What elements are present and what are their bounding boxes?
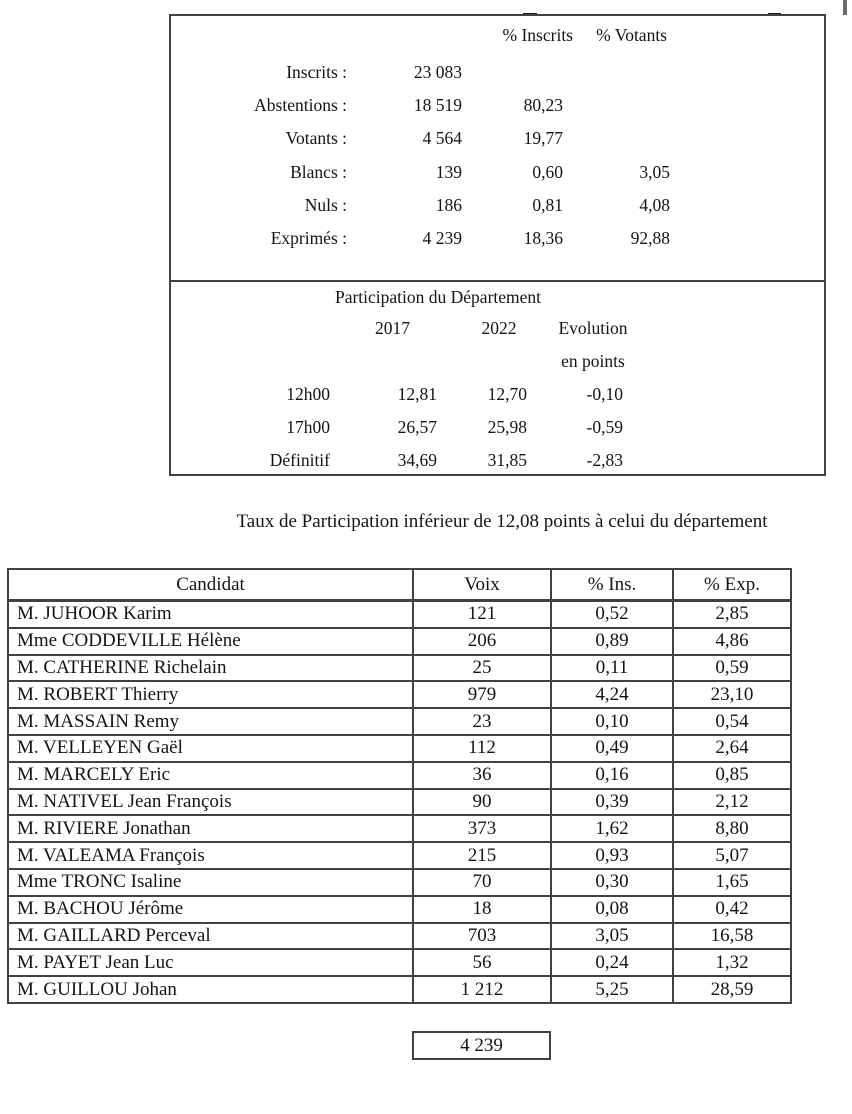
candidate-voix: 90: [413, 789, 551, 816]
summary-row: [171, 195, 824, 215]
participation-evolution: -0,10: [586, 384, 623, 404]
candidate-pct-exp: 2,64: [673, 735, 791, 762]
table-row: [8, 949, 791, 976]
candidate-pct-ins: 0,24: [551, 949, 673, 976]
participation-row: [171, 384, 824, 404]
candidate-voix: 215: [413, 842, 551, 869]
table-row: [8, 762, 791, 789]
summary-value: 4 564: [422, 128, 462, 148]
candidate-pct-ins: 0,11: [551, 655, 673, 682]
candidate-voix: 112: [413, 735, 551, 762]
summary-pct-inscrits: 80,23: [523, 95, 563, 115]
candidate-voix: 979: [413, 681, 551, 708]
summary-row: [171, 95, 824, 115]
candidate-voix: 18: [413, 896, 551, 923]
summary-pct-votants: [573, 62, 672, 82]
table-row: [8, 789, 791, 816]
participation-header-2022: 2022: [481, 318, 517, 338]
summary-pct-votants: 92,88: [630, 228, 670, 248]
candidate-name: M. NATIVEL Jean François: [8, 789, 413, 816]
summary-pct-votants: [573, 95, 672, 115]
candidate-pct-exp: 8,80: [673, 815, 791, 842]
results-header-pct-exp: % Exp.: [673, 569, 791, 601]
summary-header-pct-votants: % Votants: [596, 25, 667, 45]
participation-title: Participation du Département: [334, 287, 542, 307]
summary-label: Blancs :: [290, 162, 347, 182]
summary-value: 186: [435, 195, 462, 215]
table-row: [8, 976, 791, 1003]
summary-label: Inscrits :: [286, 62, 347, 82]
candidate-name: M. MASSAIN Remy: [8, 708, 413, 735]
summary-pct-inscrits: 19,77: [523, 128, 563, 148]
table-row: [8, 815, 791, 842]
candidate-name: M. RIVIERE Jonathan: [8, 815, 413, 842]
candidate-voix: 56: [413, 949, 551, 976]
participation-2022: 12,70: [487, 384, 527, 404]
candidate-pct-ins: 4,24: [551, 681, 673, 708]
results-header-row: [8, 569, 791, 601]
summary-value: 23 083: [413, 62, 462, 82]
candidate-pct-exp: 2,12: [673, 789, 791, 816]
participation-header-evolution: Evolution: [558, 318, 628, 338]
candidate-name: M. VALEAMA François: [8, 842, 413, 869]
participation-2017: 12,81: [397, 384, 437, 404]
candidate-name: M. BACHOU Jérôme: [8, 896, 413, 923]
candidate-name: Mme TRONC Isaline: [8, 869, 413, 896]
candidate-pct-exp: 1,65: [673, 869, 791, 896]
summary-pct-votants: [573, 128, 672, 148]
results-header-pct-ins: % Ins.: [551, 569, 673, 601]
table-row: [8, 735, 791, 762]
summary-row: [171, 228, 824, 248]
candidate-pct-ins: 0,49: [551, 735, 673, 762]
summary-row: [171, 62, 824, 82]
summary-label: Exprimés :: [270, 228, 347, 248]
candidate-pct-ins: 0,30: [551, 869, 673, 896]
results-header-candidat: Candidat: [8, 569, 413, 601]
participation-header-row: [171, 318, 824, 338]
candidate-voix: 70: [413, 869, 551, 896]
candidate-name: M. ROBERT Thierry: [8, 681, 413, 708]
candidate-pct-ins: 0,52: [551, 601, 673, 628]
candidate-pct-exp: 0,59: [673, 655, 791, 682]
candidate-name: M. JUHOOR Karim: [8, 601, 413, 628]
candidate-voix: 23: [413, 708, 551, 735]
results-header-voix: Voix: [413, 569, 551, 601]
participation-2017: 26,57: [397, 417, 437, 437]
summary-row: [171, 128, 824, 148]
summary-pct-inscrits: 0,81: [532, 195, 563, 215]
candidate-name: M. GUILLOU Johan: [8, 976, 413, 1003]
participation-subheader: en points: [561, 351, 625, 371]
candidate-pct-exp: 0,85: [673, 762, 791, 789]
summary-header-pct-inscrits: % Inscrits: [502, 25, 573, 45]
candidate-pct-exp: 5,07: [673, 842, 791, 869]
total-voix-value: 4 239: [460, 1034, 503, 1056]
participation-label: 17h00: [286, 417, 330, 437]
candidate-pct-ins: 0,16: [551, 762, 673, 789]
summary-row: [171, 162, 824, 182]
summary-pct-votants: 3,05: [639, 162, 670, 182]
participation-note: Taux de Participation inférieur de 12,08 points à celui du département: [236, 511, 768, 532]
participation-label: Définitif: [269, 450, 330, 470]
participation-2017: 34,69: [397, 450, 437, 470]
table-row: [8, 708, 791, 735]
candidate-voix: 1 212: [413, 976, 551, 1003]
candidate-pct-exp: 28,59: [673, 976, 791, 1003]
participation-2022: 25,98: [487, 417, 527, 437]
candidate-voix: 206: [413, 628, 551, 655]
participation-header-2017: 2017: [375, 318, 410, 338]
table-row: [8, 628, 791, 655]
candidate-name: M. PAYET Jean Luc: [8, 949, 413, 976]
summary-label: Abstentions :: [254, 95, 347, 115]
table-row: [8, 842, 791, 869]
table-row: [8, 896, 791, 923]
participation-row: [171, 450, 824, 470]
candidate-voix: 373: [413, 815, 551, 842]
candidate-name: M. GAILLARD Perceval: [8, 923, 413, 950]
table-row: [8, 601, 791, 628]
candidate-pct-ins: 3,05: [551, 923, 673, 950]
summary-value: 139: [435, 162, 462, 182]
candidate-name: M. CATHERINE Richelain: [8, 655, 413, 682]
candidate-pct-exp: 16,58: [673, 923, 791, 950]
candidate-pct-ins: 5,25: [551, 976, 673, 1003]
candidate-name: M. MARCELY Eric: [8, 762, 413, 789]
candidate-name: Mme CODDEVILLE Hélène: [8, 628, 413, 655]
candidate-voix: 121: [413, 601, 551, 628]
candidate-pct-ins: 0,39: [551, 789, 673, 816]
candidate-pct-exp: 2,85: [673, 601, 791, 628]
summary-label: Votants :: [285, 128, 347, 148]
candidate-pct-ins: 0,10: [551, 708, 673, 735]
candidate-voix: 25: [413, 655, 551, 682]
summary-pct-votants: 4,08: [639, 195, 670, 215]
summary-pct-inscrits: 0,60: [532, 162, 563, 182]
candidate-pct-ins: 1,62: [551, 815, 673, 842]
participation-subheader-row: [171, 351, 824, 371]
scan-tick-3: [843, 0, 847, 15]
table-row: [8, 681, 791, 708]
candidate-voix: 36: [413, 762, 551, 789]
participation-evolution: -2,83: [586, 450, 623, 470]
summary-table: [169, 14, 826, 282]
summary-label: Nuls :: [304, 195, 347, 215]
participation-2022: 31,85: [487, 450, 527, 470]
candidate-pct-ins: 0,93: [551, 842, 673, 869]
candidate-pct-exp: 1,32: [673, 949, 791, 976]
table-row: [8, 655, 791, 682]
table-row: [8, 923, 791, 950]
candidate-pct-exp: 0,54: [673, 708, 791, 735]
summary-header-row: [171, 25, 824, 45]
candidate-pct-ins: 0,08: [551, 896, 673, 923]
summary-pct-inscrits: [462, 62, 573, 82]
participation-row: [171, 417, 824, 437]
summary-pct-inscrits: 18,36: [523, 228, 563, 248]
candidate-pct-exp: 23,10: [673, 681, 791, 708]
results-table: [7, 568, 792, 1004]
summary-value: 18 519: [413, 95, 462, 115]
candidate-name: M. VELLEYEN Gaël: [8, 735, 413, 762]
candidate-pct-exp: 4,86: [673, 628, 791, 655]
participation-evolution: -0,59: [586, 417, 623, 437]
candidate-voix: 703: [413, 923, 551, 950]
summary-value: 4 239: [422, 228, 462, 248]
candidate-pct-ins: 0,89: [551, 628, 673, 655]
table-row: [8, 869, 791, 896]
participation-table: [169, 280, 826, 476]
total-voix-box: [412, 1031, 551, 1060]
candidate-pct-exp: 0,42: [673, 896, 791, 923]
participation-label: 12h00: [286, 384, 330, 404]
